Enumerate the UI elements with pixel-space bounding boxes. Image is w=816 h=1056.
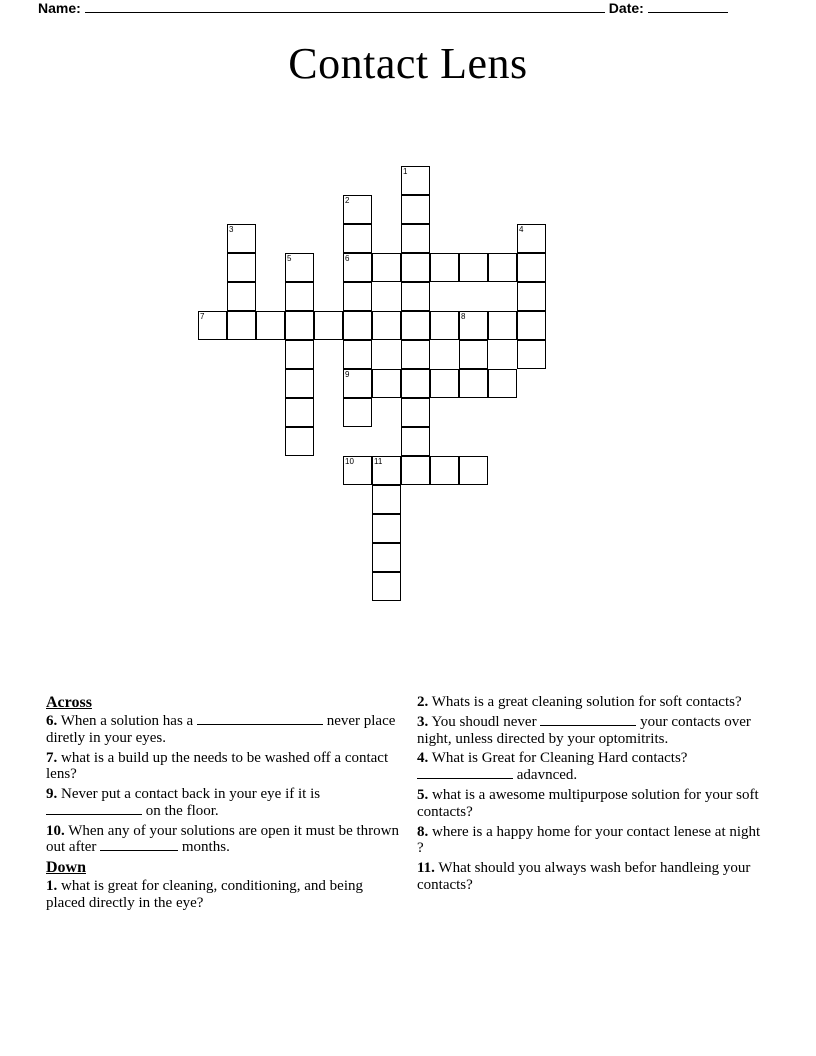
grid-cell[interactable] xyxy=(430,369,459,398)
grid-cell[interactable] xyxy=(285,398,314,427)
grid-cell[interactable] xyxy=(372,253,401,282)
across-clue: 7. what is a build up the needs to be washed off a contact lens? xyxy=(46,749,389,783)
grid-cell[interactable] xyxy=(517,311,546,340)
clue-answer-blank[interactable] xyxy=(540,714,636,726)
grid-cell[interactable] xyxy=(343,311,372,340)
date-write-in-line[interactable] xyxy=(648,0,728,13)
grid-cell[interactable] xyxy=(343,398,372,427)
grid-cell-number: 2 xyxy=(345,196,350,205)
clue-number: 7. xyxy=(46,749,58,766)
grid-cell[interactable] xyxy=(372,514,401,543)
grid-cell[interactable] xyxy=(459,253,488,282)
grid-cell[interactable] xyxy=(285,427,314,456)
crossword-grid-container xyxy=(0,166,816,646)
down-clue: 8. where is a happy home for your contact lenese at night ? xyxy=(417,823,761,857)
grid-cell[interactable] xyxy=(227,224,256,253)
grid-cell[interactable] xyxy=(517,224,546,253)
grid-cell-number: 4 xyxy=(519,225,524,234)
clue-number: 10. xyxy=(46,822,65,839)
grid-cell[interactable] xyxy=(343,340,372,369)
grid-cell-number: 11 xyxy=(374,457,383,466)
down-clue: 11. What should you always wash befor handleing your contacts? xyxy=(417,860,751,893)
grid-cell[interactable] xyxy=(343,369,372,398)
grid-cell[interactable] xyxy=(227,311,256,340)
clue-number: 9. xyxy=(46,786,58,803)
clue-number: 4. xyxy=(417,750,429,767)
grid-cell[interactable] xyxy=(459,456,488,485)
grid-cell-number: 7 xyxy=(200,312,205,321)
down-clue: 4. What is Great for Cleaning Hard contacts? adavnced. xyxy=(417,750,688,784)
grid-cell[interactable] xyxy=(285,340,314,369)
grid-cell[interactable] xyxy=(343,224,372,253)
clue-answer-blank[interactable] xyxy=(197,713,323,725)
grid-cell[interactable] xyxy=(401,224,430,253)
grid-cell[interactable] xyxy=(227,253,256,282)
grid-cell[interactable] xyxy=(198,311,227,340)
grid-cell[interactable] xyxy=(430,253,459,282)
grid-cell-number: 10 xyxy=(345,457,354,466)
grid-cell[interactable] xyxy=(372,369,401,398)
grid-cell[interactable] xyxy=(401,369,430,398)
grid-cell[interactable] xyxy=(285,282,314,311)
page-title: Contact Lens xyxy=(288,39,528,88)
grid-cell[interactable] xyxy=(372,311,401,340)
grid-cell-number: 9 xyxy=(345,370,350,379)
down-clue: 5. what is a awesome multipurpose solution for your soft contacts? xyxy=(417,786,759,820)
grid-cell[interactable] xyxy=(401,311,430,340)
grid-cell[interactable] xyxy=(343,253,372,282)
grid-cell[interactable] xyxy=(401,166,430,195)
clue-number: 11. xyxy=(417,860,435,877)
grid-cell-number: 1 xyxy=(403,167,408,176)
grid-cell[interactable] xyxy=(401,398,430,427)
across-heading: Across xyxy=(46,694,92,711)
grid-cell[interactable] xyxy=(401,282,430,311)
grid-cell[interactable] xyxy=(517,340,546,369)
grid-cell[interactable] xyxy=(285,253,314,282)
grid-cell[interactable] xyxy=(459,311,488,340)
crossword-grid[interactable] xyxy=(198,166,618,636)
grid-cell[interactable] xyxy=(372,543,401,572)
clue-number: 2. xyxy=(417,694,429,710)
clue-number: 3. xyxy=(417,713,429,730)
grid-cell[interactable] xyxy=(459,340,488,369)
clue-answer-blank[interactable] xyxy=(100,839,178,851)
grid-cell-number: 3 xyxy=(229,225,234,234)
grid-cell[interactable] xyxy=(517,253,546,282)
header-name-date-line xyxy=(38,0,778,24)
down-clue: 1. what is great for cleaning, conditioning, and being placed directly in the eye? xyxy=(46,878,363,911)
grid-cell[interactable] xyxy=(343,456,372,485)
grid-cell[interactable] xyxy=(488,311,517,340)
down-clue: 3. You shoudl never your contacts over night, unless directed by your optomitrits. xyxy=(417,713,751,747)
clues-container xyxy=(46,694,770,984)
across-clue: 6. When a solution has a never place diretly in your eyes. xyxy=(46,712,396,746)
name-label: Name: xyxy=(38,0,81,16)
date-label: Date: xyxy=(608,0,644,16)
grid-cell[interactable] xyxy=(285,369,314,398)
clue-number: 6. xyxy=(46,712,58,729)
clue-number: 1. xyxy=(46,878,58,895)
grid-cell[interactable] xyxy=(256,311,285,340)
across-clue: 10. When any of your solutions are open it must be thrown out after months. xyxy=(46,822,399,856)
name-write-in-line[interactable] xyxy=(85,0,605,13)
clue-number: 8. xyxy=(417,823,429,840)
grid-cell[interactable] xyxy=(314,311,343,340)
grid-cell[interactable] xyxy=(430,456,459,485)
grid-cell[interactable] xyxy=(343,195,372,224)
grid-cell-number: 6 xyxy=(345,254,350,263)
grid-cell[interactable] xyxy=(343,282,372,311)
clue-answer-blank[interactable] xyxy=(417,767,513,779)
down-heading: Down xyxy=(46,859,87,877)
down-clue: 2. Whats is a great cleaning solution for soft contacts? xyxy=(417,694,742,710)
grid-cell[interactable] xyxy=(401,340,430,369)
grid-cell[interactable] xyxy=(488,253,517,282)
grid-cell[interactable] xyxy=(401,456,430,485)
grid-cell[interactable] xyxy=(227,282,256,311)
grid-cell[interactable] xyxy=(401,427,430,456)
grid-cell-number: 5 xyxy=(287,254,292,263)
grid-cell[interactable] xyxy=(430,311,459,340)
clue-answer-blank[interactable] xyxy=(46,803,142,815)
grid-cell[interactable] xyxy=(372,572,401,601)
grid-cell[interactable] xyxy=(372,456,401,485)
grid-cell[interactable] xyxy=(517,282,546,311)
grid-cell[interactable] xyxy=(372,485,401,514)
across-clue-list xyxy=(46,713,399,856)
grid-cell-number: 8 xyxy=(461,312,466,321)
grid-cell[interactable] xyxy=(488,369,517,398)
grid-cell[interactable] xyxy=(401,195,430,224)
across-clue: 9. Never put a contact back in your eye if it is on the floor. xyxy=(46,786,321,819)
grid-cell[interactable] xyxy=(285,311,314,340)
grid-cell[interactable] xyxy=(401,253,430,282)
clue-number: 5. xyxy=(417,786,429,803)
grid-cell[interactable] xyxy=(459,369,488,398)
